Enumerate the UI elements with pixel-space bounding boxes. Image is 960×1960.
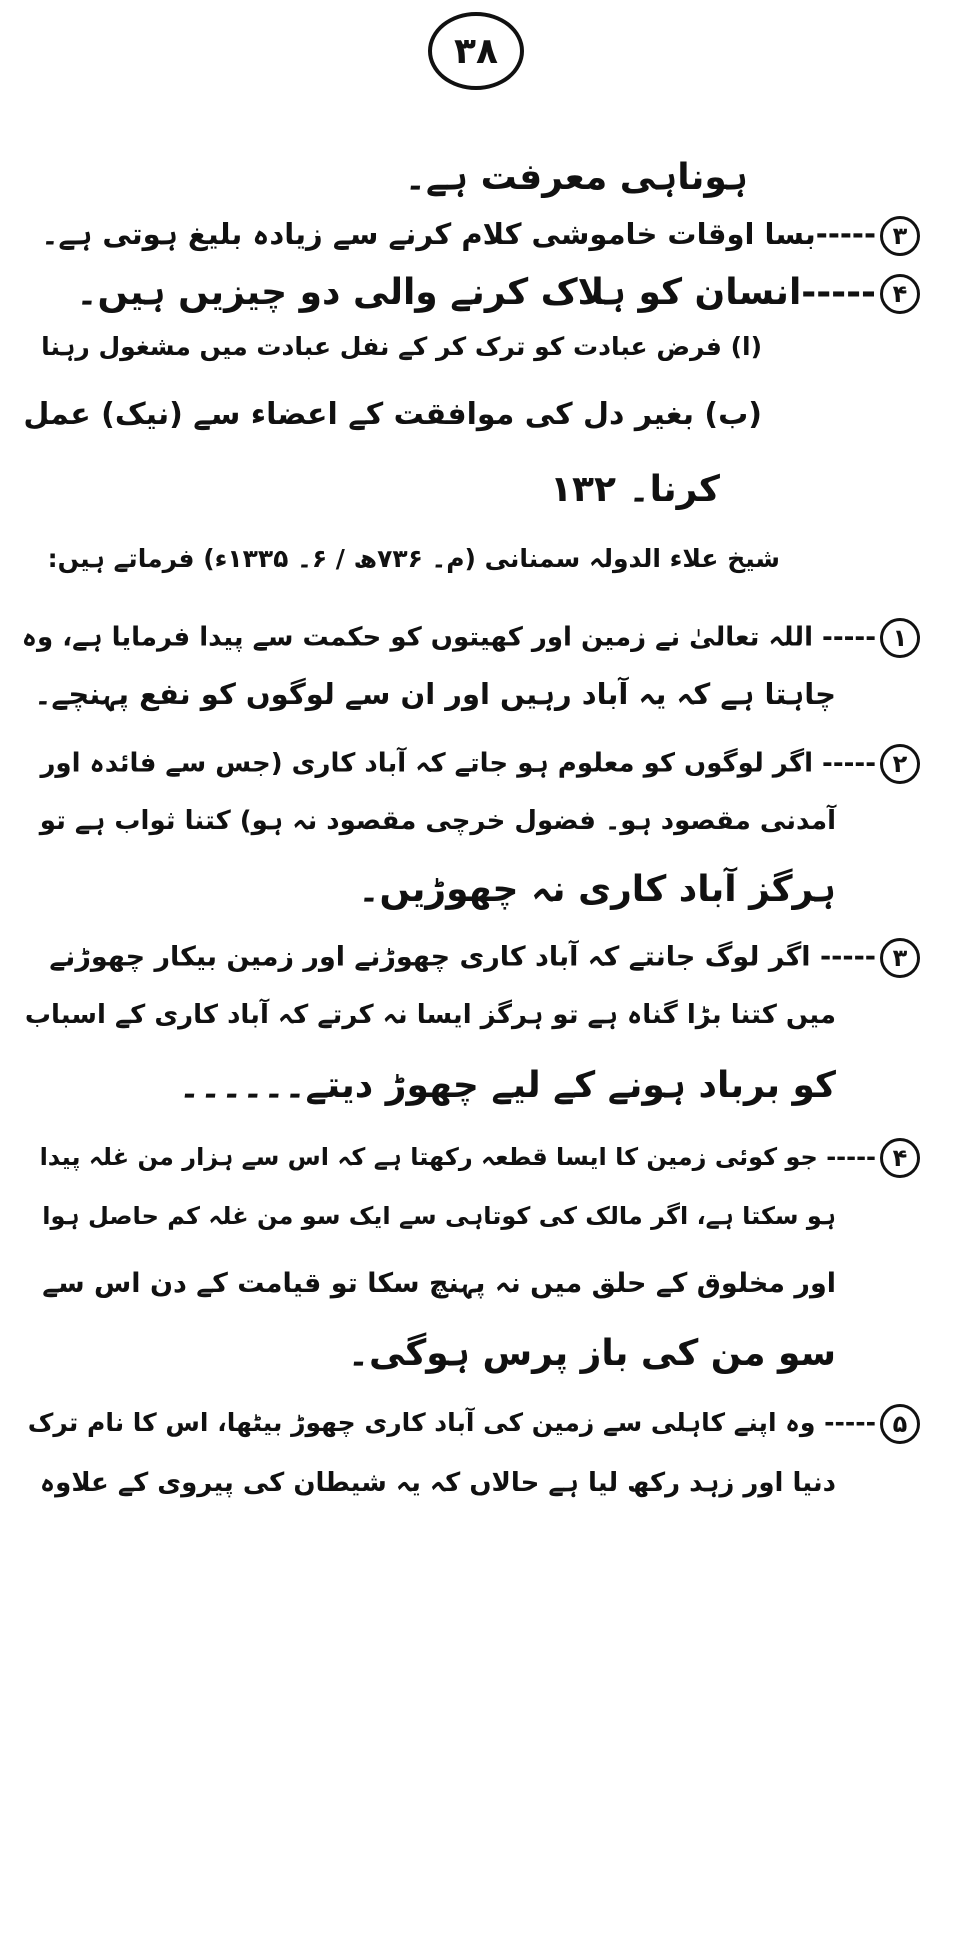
item-2-line-2: آمدنی مقصود ہو۔ فضول خرچی مقصود نہ ہو) کتنا ثواب ہے تو	[39, 806, 836, 836]
item-4-line-4: سو من کی باز پرس ہوگی۔	[347, 1333, 836, 1374]
item-1-text: ----- اللہ تعالیٰ نے زمین اور کھیتوں کو حکمت سے پیدا فرمایا ہے، وہ	[21, 622, 876, 653]
item-2-line-3: ہرگز آباد کاری نہ چھوڑیں۔	[358, 869, 836, 910]
item-4-text: ----- جو کوئی زمین کا ایسا قطعہ رکھتا ہے کہ اس سے ہزار من غلہ پیدا	[39, 1143, 876, 1171]
item-4-line-2: ہو سکتا ہے، اگر مالک کی کوتاہی سے ایک سو من غلہ کم حاصل ہوا	[42, 1202, 836, 1230]
item-number-badge: ۴	[880, 274, 920, 314]
item-4a-text: -----انسان کو ہلاک کرنے والی دو چیزیں ہیں۔	[76, 272, 876, 313]
item-3-line-3: کو برباد ہونے کے لیے چھوڑ دیتے۔۔۔۔۔۔	[178, 1065, 836, 1106]
sub-item-b: (ب) بغیر دل کی موافقت کے اعضاء سے (نیک) عمل	[23, 397, 762, 432]
item-number-badge: ۳	[880, 216, 920, 256]
item-1-line-2: چاہتا ہے کہ یہ آباد رہیں اور ان سے لوگوں کو نفع پہنچے۔	[34, 677, 836, 711]
intro-line: ہوناہی معرفت ہے۔	[404, 157, 748, 198]
item-4a-line	[76, 274, 920, 314]
item-3-text: ----- اگر لوگ جانتے کہ آباد کاری چھوڑنے اور زمین بیکار چھوڑنے	[49, 941, 876, 973]
item-5-line-2: دنیا اور زہد رکھ لیا ہے حالاں کہ یہ شیطان کی پیروی کے علاوہ	[39, 1468, 836, 1498]
item-4-line-1	[40, 1138, 920, 1178]
item-2-line-1	[40, 744, 920, 784]
page-number: ۳۸	[428, 12, 524, 90]
item-3a-line	[41, 216, 920, 256]
item-4-line-3: اور مخلوق کے حلق میں نہ پہنچ سکا تو قیامت کے دن اس سے	[42, 1268, 836, 1299]
item-number-badge: ۴	[880, 1138, 920, 1178]
item-1-line-1	[22, 618, 920, 658]
item-5-line-1	[28, 1404, 920, 1444]
item-number-badge: ۱	[880, 618, 920, 658]
item-3-line-1	[49, 938, 920, 978]
sub-item-b-end: کرنا۔ ۱۳۲	[550, 469, 720, 510]
sub-item-a: (ا) فرض عبادت کو ترک کر کے نفل عبادت میں مشغول رہنا	[41, 332, 762, 361]
item-number-badge: ۲	[880, 744, 920, 784]
item-number-badge: ۳	[880, 938, 920, 978]
item-3-line-2: میں کتنا بڑا گناہ ہے تو ہرگز ایسا نہ کرتے کہ آباد کاری کے اسباب	[24, 1000, 836, 1030]
item-5-text: ----- وہ اپنے کاہلی سے زمین کی آباد کاری چھوڑ بیٹھا، اس کا نام ترک	[27, 1408, 876, 1437]
item-number-badge: ۵	[880, 1404, 920, 1444]
item-3a-text: -----بسا اوقات خاموشی کلام کرنے سے زیادہ بلیغ ہوتی ہے۔	[41, 217, 876, 251]
section-heading: شیخ علاء الدولہ سمنانی (م۔ ۷۳۶ھ / ۶۔ ۱۳۳۵ء) فرماتے ہیں:	[47, 544, 780, 573]
item-2-text: ----- اگر لوگوں کو معلوم ہو جاتے کہ آباد کاری (جس سے فائدہ اور	[40, 748, 876, 779]
